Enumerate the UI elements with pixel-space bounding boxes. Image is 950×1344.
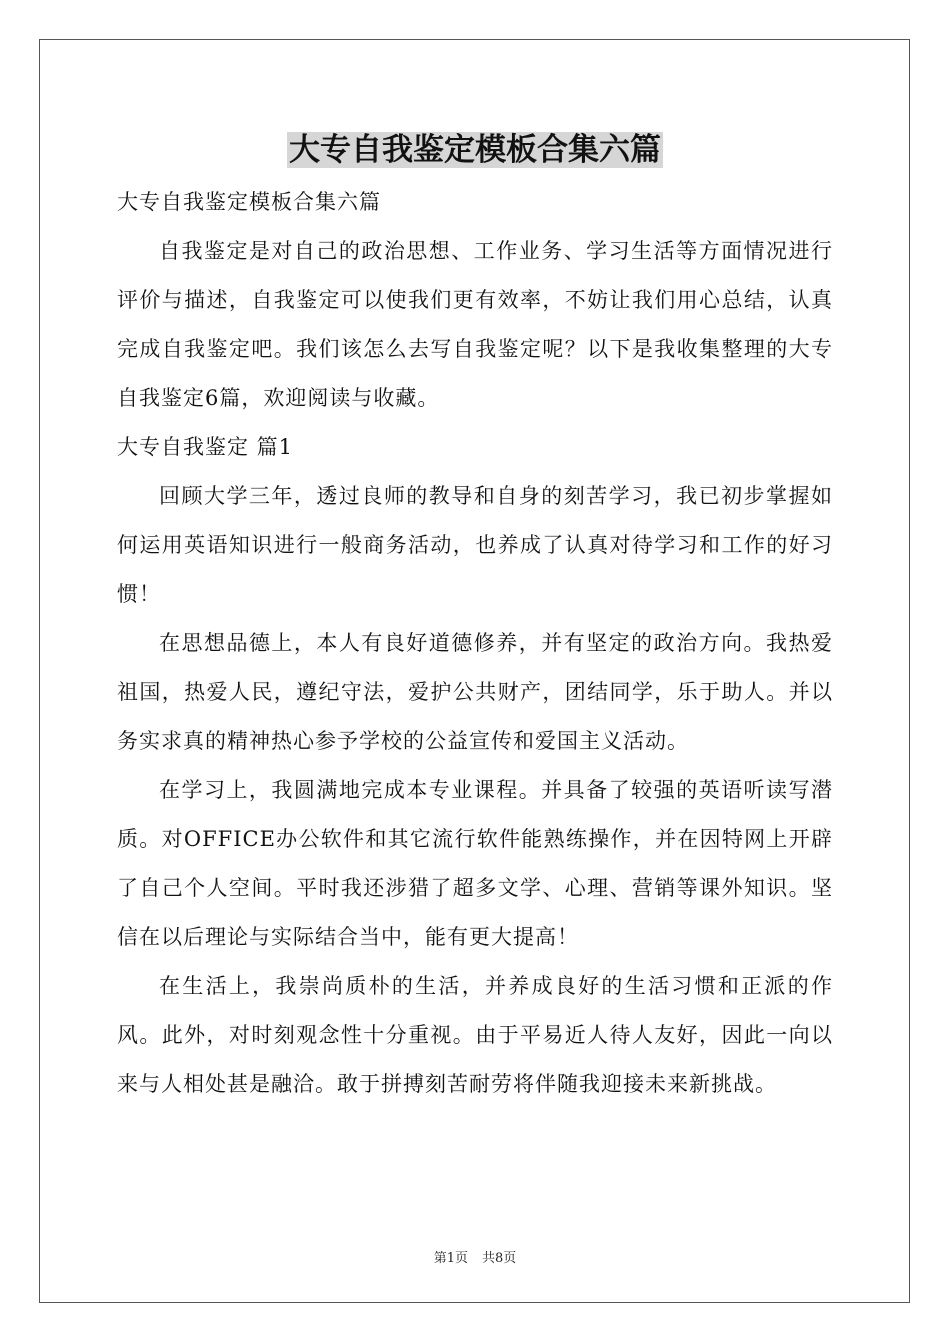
document-title-text: 大专自我鉴定模板合集六篇 [289, 132, 661, 168]
body-paragraph: 回顾大学三年，透过良师的教导和自身的刻苦学习，我已初步掌握如何运用英语知识进行一般商务活动，也养成了认真对待学习和工作的好习惯！ [117, 484, 833, 606]
body-paragraph: 在生活上，我崇尚质朴的生活，并养成良好的生活习惯和正派的作风。此外，对时刻观念性十分重视。由于平易近人待人友好，因此一向以来与人相处甚是融洽。敢于拼搏刻苦耐劳将伴随我迎接未来新挑战。 [117, 974, 833, 1096]
page-number-total: 共8页 [482, 1251, 517, 1266]
document-subtitle: 大专自我鉴定模板合集六篇 [117, 190, 381, 214]
page-footer [0, 1247, 950, 1266]
body-paragraph: 在学习上，我圆满地完成本专业课程。并具备了较强的英语听读写潜质。对OFFICE办公软件和其它流行软件能熟练操作，并在因特网上开辟了自己个人空间。平时我还涉猎了超多文学、心理、营销等课外知识。坚信在以后理论与实际结合当中，能有更大提高！ [117, 778, 833, 949]
body-paragraph: 在思想品德上，本人有良好道德修养，并有坚定的政治方向。我热爱祖国，热爱人民，遵纪守法，爱护公共财产，团结同学，乐于助人。并以务实求真的精神热心参予学校的公益宣传和爱国主义活动。 [117, 631, 833, 753]
intro-paragraph: 自我鉴定是对自己的政治思想、工作业务、学习生活等方面情况进行评价与描述，自我鉴定可以使我们更有效率，不妨让我们用心总结，认真完成自我鉴定吧。我们该怎么去写自我鉴定呢？以下是我收集整理的大专自我鉴定6篇，欢迎阅读与收藏。 [117, 239, 833, 410]
page-number-current: 第1页 [433, 1251, 468, 1266]
section-heading: 大专自我鉴定 篇1 [117, 435, 294, 459]
document-title [0, 128, 950, 172]
document-body [117, 178, 833, 1109]
